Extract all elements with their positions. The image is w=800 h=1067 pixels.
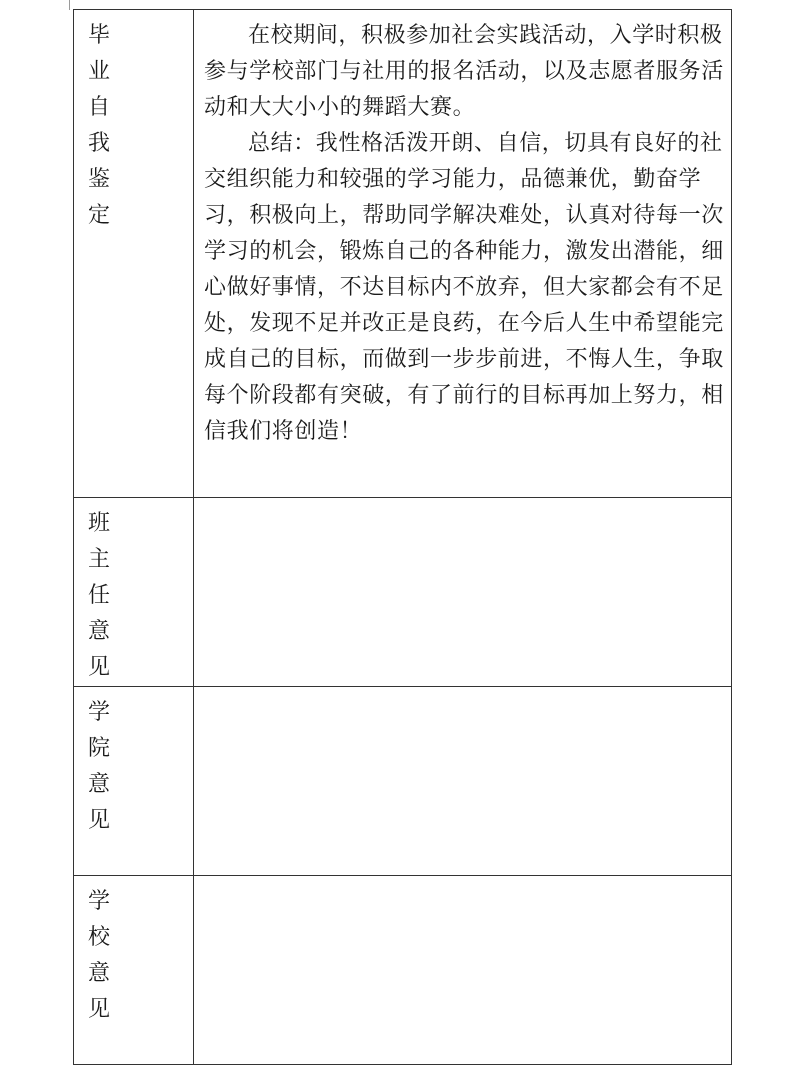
label-character: 见 — [88, 808, 111, 833]
label-character: 意 — [88, 619, 111, 644]
label-character: 自 — [88, 95, 111, 120]
row-label — [88, 506, 193, 686]
label-character: 毕 — [88, 23, 111, 48]
school-opinion-label-cell — [74, 876, 194, 1065]
college-opinion-label-cell — [74, 687, 194, 876]
graduation-appraisal-form — [73, 9, 732, 1065]
label-character: 鉴 — [88, 167, 111, 192]
class-teacher-opinion-row — [74, 498, 732, 687]
self-appraisal-label-cell — [74, 10, 194, 498]
college-opinion-row — [74, 687, 732, 876]
label-character: 院 — [88, 736, 111, 761]
self-appraisal-content-cell — [194, 10, 732, 498]
row-label — [88, 18, 193, 234]
crop-mark — [69, 0, 70, 10]
label-character: 主 — [88, 547, 111, 572]
class-teacher-opinion-content-cell[interactable] — [194, 498, 732, 687]
label-character: 校 — [88, 925, 111, 950]
row-label — [88, 884, 193, 1028]
label-character: 定 — [88, 203, 111, 228]
label-character: 见 — [88, 997, 111, 1022]
label-character: 业 — [88, 59, 111, 84]
label-character: 任 — [88, 583, 111, 608]
label-character: 意 — [88, 961, 111, 986]
class-teacher-opinion-label-cell — [74, 498, 194, 687]
row-label — [88, 695, 193, 839]
college-opinion-content-cell[interactable] — [194, 687, 732, 876]
label-character: 学 — [88, 700, 111, 725]
label-character: 我 — [88, 131, 111, 156]
label-character: 意 — [88, 772, 111, 797]
school-opinion-content-cell[interactable] — [194, 876, 732, 1065]
school-opinion-row — [74, 876, 732, 1065]
label-character: 学 — [88, 889, 111, 914]
self-appraisal-row — [74, 10, 732, 498]
label-character: 见 — [88, 655, 111, 680]
appraisal-paragraph-2: 总结：我性格活泼开朗、自信，切具有良好的社交组织能力和较强的学习能力，品德兼优，勤奋学习，积极向上，帮助同学解决难处，认真对待每一次学习的机会，锻炼自己的各种能力，激发出潜能，细心做好事情，不达目标内不放弃，但大家都会有不足处，发现不足并改正是良药，在今后人生中希望能完成自己的目标，而做到一步步前进，不悔人生，争取每个阶段都有突破，有了前行的目标再加上努力，相信我们将创造！ — [204, 131, 724, 444]
label-character: 班 — [88, 511, 111, 536]
appraisal-paragraph-1: 在校期间，积极参加社会实践活动，入学时积极参与学校部门与社用的报名活动，以及志愿者服务活动和大大小小的舞蹈大赛。 — [204, 23, 724, 120]
